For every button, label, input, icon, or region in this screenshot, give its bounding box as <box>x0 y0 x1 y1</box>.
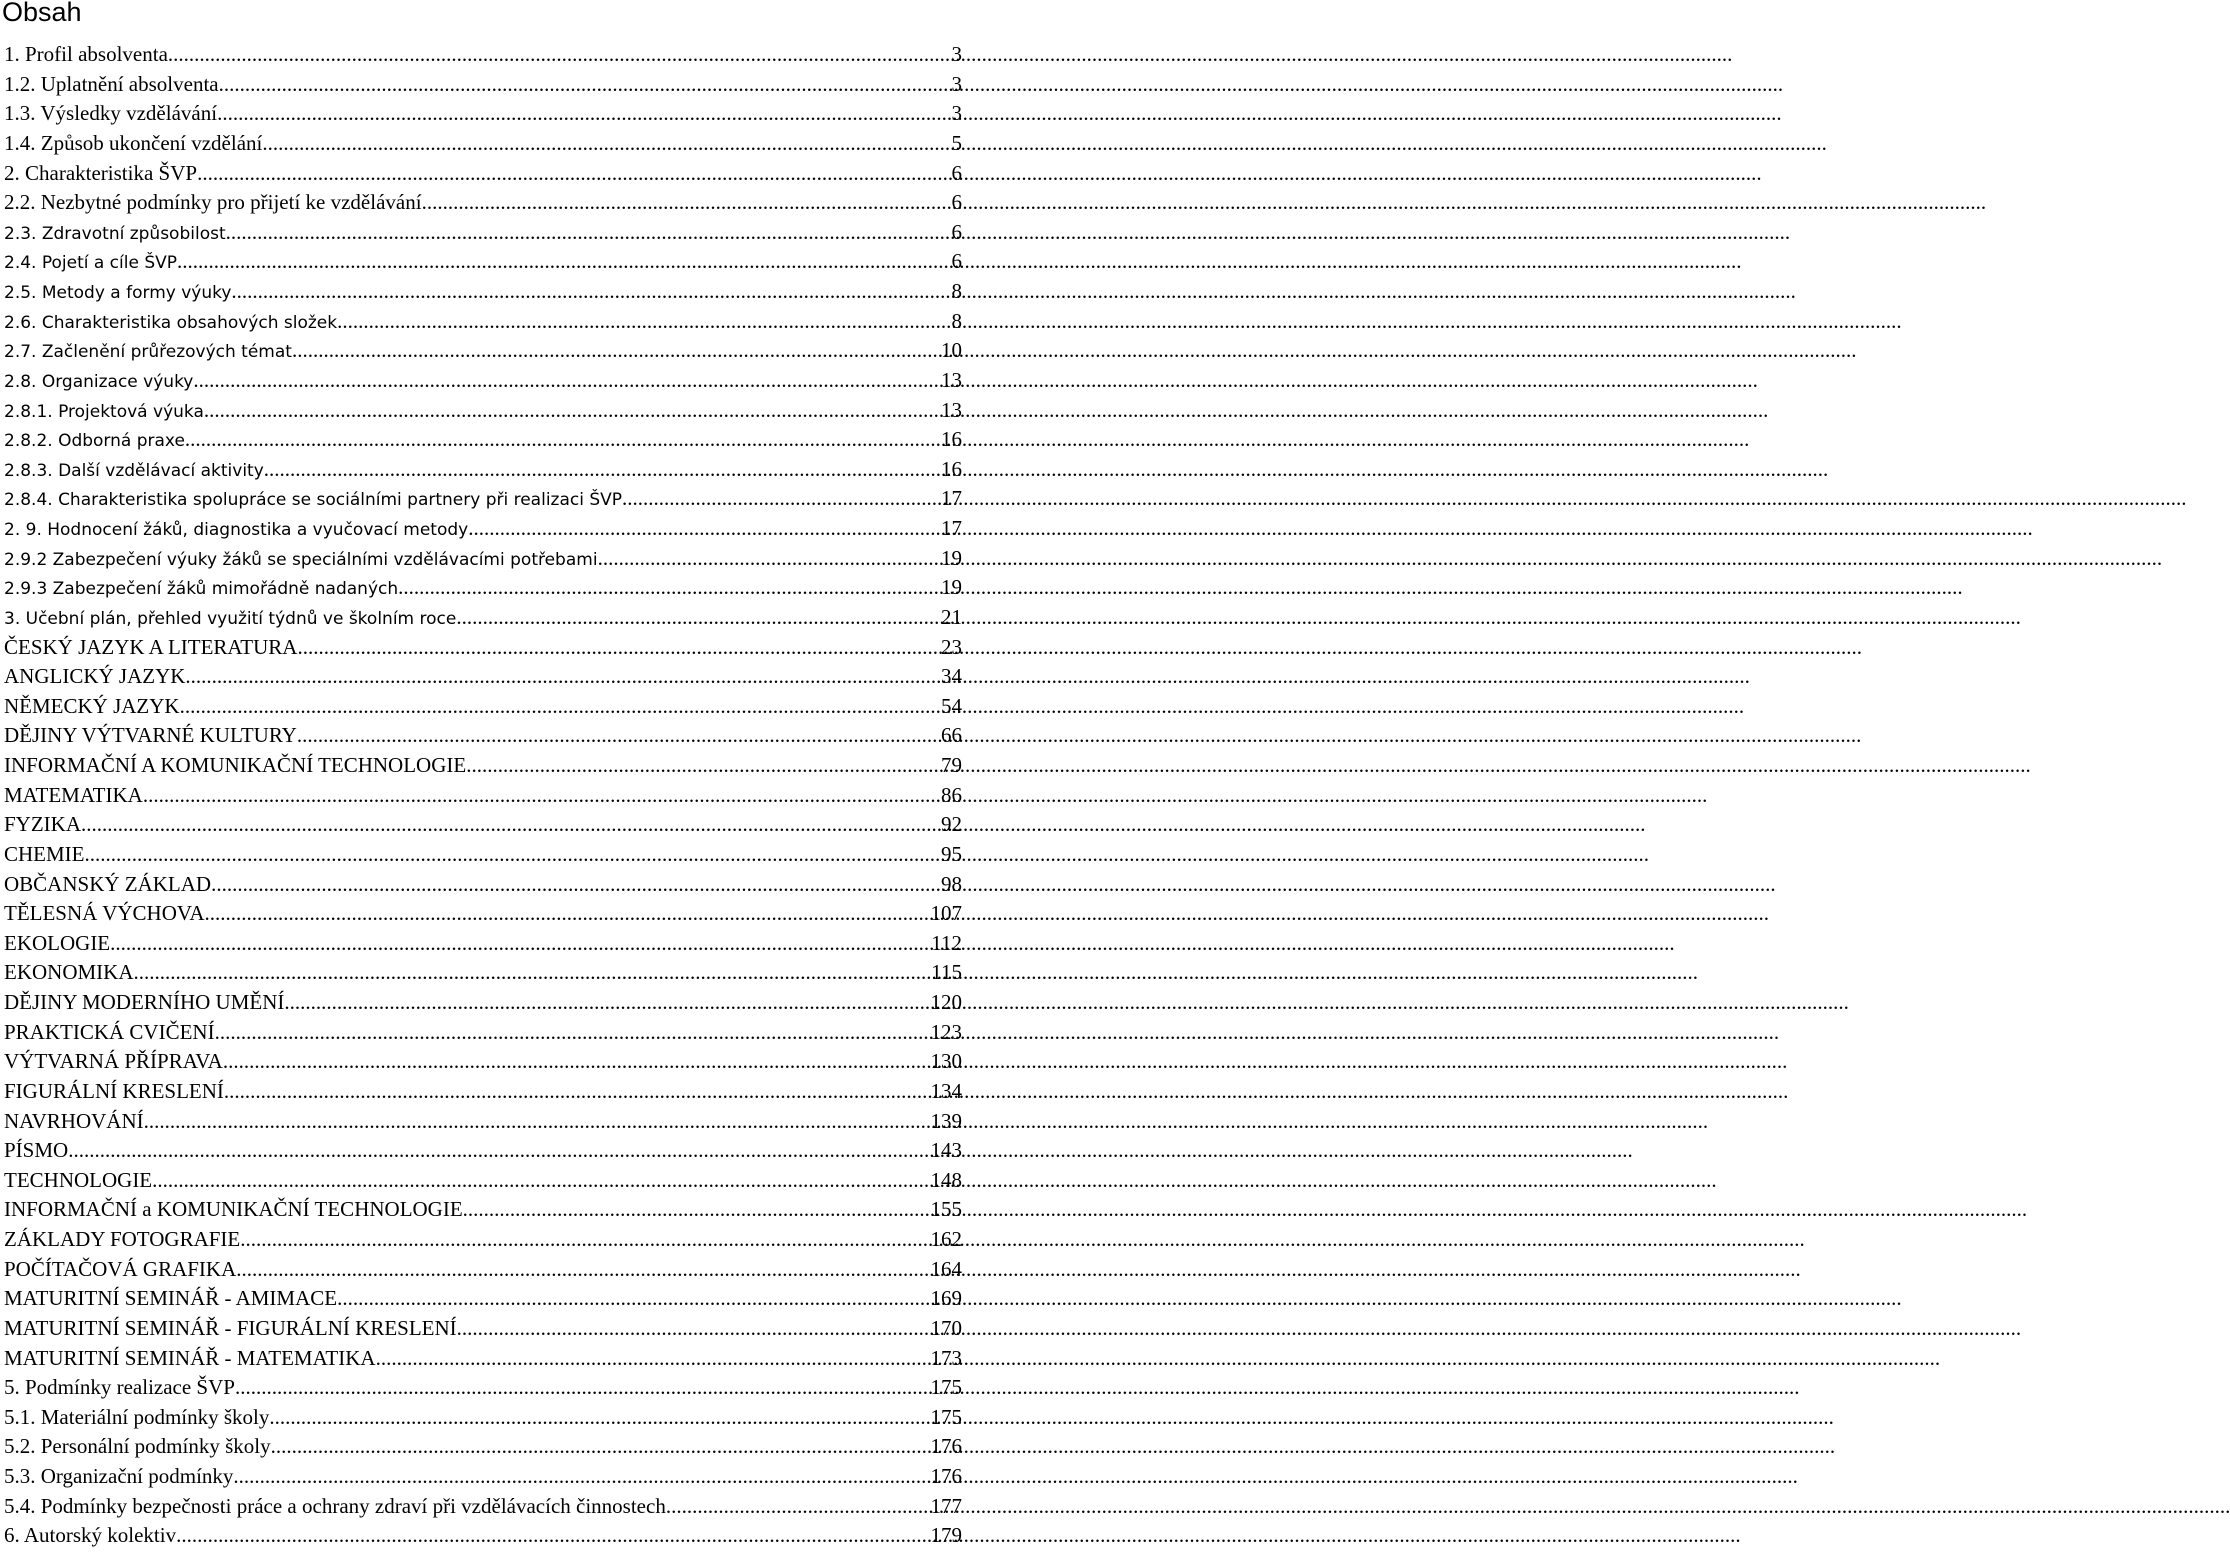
toc-dot-leader <box>217 99 951 129</box>
toc-entry-page-number: 10 <box>941 338 962 363</box>
toc-entry[interactable] <box>4 1521 962 1551</box>
toc-entry[interactable] <box>4 484 962 514</box>
toc-entry[interactable] <box>4 366 962 396</box>
toc-dot-leader <box>177 247 951 279</box>
toc-entry[interactable] <box>4 218 962 248</box>
toc-dot-leader <box>215 1018 931 1048</box>
toc-entry-page-number: 115 <box>931 960 962 985</box>
toc-entry-title: 2.3. Zdravotní způsobilost <box>4 223 226 244</box>
toc-entry[interactable] <box>4 40 962 70</box>
toc-entry-page-number: 3 <box>951 101 962 126</box>
toc-entry-page-number: 143 <box>930 1138 962 1163</box>
toc-dot-leader <box>223 1047 931 1077</box>
toc-entry-page-number: 130 <box>930 1049 962 1074</box>
toc-entry-title: 5. Podmínky realizace ŠVP <box>4 1375 235 1400</box>
toc-dot-leader <box>219 70 952 100</box>
toc-entry[interactable] <box>4 1284 962 1314</box>
toc-entry-title: ZÁKLADY FOTOGRAFIE <box>4 1227 241 1251</box>
toc-dot-leader <box>269 1403 930 1433</box>
toc-dot-leader <box>457 1314 931 1344</box>
toc-dot-leader <box>235 1373 931 1403</box>
toc-entry[interactable] <box>4 870 962 900</box>
toc-entry[interactable] <box>4 1047 962 1077</box>
toc-entry-title: 1.4. Způsob ukončení vzdělání <box>4 130 263 155</box>
toc-dot-leader <box>180 692 941 722</box>
toc-entry-page-number: 21 <box>941 604 962 629</box>
toc-dot-leader <box>110 929 931 959</box>
toc-entry-title: PÍSMO <box>4 1138 69 1163</box>
toc-entry[interactable] <box>4 929 962 959</box>
toc-entry[interactable] <box>4 751 962 781</box>
toc-dot-leader <box>197 159 951 189</box>
toc-dot-leader <box>297 633 941 663</box>
toc-entry-title: VÝTVARNÁ PŘÍPRAVA <box>4 1049 223 1074</box>
toc-entry-title: DĚJINY VÝTVARNÉ KULTURY <box>4 723 297 748</box>
toc-entry[interactable] <box>4 336 962 366</box>
toc-entry[interactable] <box>4 692 962 722</box>
toc-dot-leader <box>68 1136 930 1166</box>
toc-entry-title: 2. 9. Hodnocení žáků, diagnostika a vyučovací metody <box>4 520 469 540</box>
toc-dot-leader <box>264 455 941 487</box>
toc-entry[interactable] <box>4 988 962 1018</box>
toc-entry[interactable] <box>4 1462 962 1492</box>
toc-entry-title: 2.8. Organizace výuky <box>4 371 194 392</box>
toc-dot-leader <box>284 988 930 1018</box>
toc-entry-page-number: 139 <box>930 1108 962 1133</box>
toc-entry-title: 2. Charakteristika ŠVP <box>4 160 198 185</box>
toc-entry[interactable] <box>4 603 962 633</box>
toc-entry[interactable] <box>4 1432 962 1462</box>
toc-entry-page-number: 19 <box>941 545 962 570</box>
toc-entry[interactable] <box>4 1136 962 1166</box>
toc-dot-leader <box>204 396 941 428</box>
toc-entry-title: NAVRHOVÁNÍ <box>4 1108 144 1133</box>
toc-entry-page-number: 6 <box>951 249 962 274</box>
toc-entry-page-number: 13 <box>941 397 962 422</box>
toc-entry[interactable] <box>4 544 962 574</box>
toc-entry-title: TECHNOLOGIE <box>4 1167 153 1192</box>
toc-dot-leader <box>185 662 941 692</box>
toc-entry-title: 2.9.3 Zabezpečení žáků mimořádně nadaných <box>4 579 399 600</box>
toc-entry[interactable] <box>4 781 962 811</box>
toc-entry[interactable] <box>4 633 962 663</box>
toc-entry-page-number: 175 <box>930 1375 962 1400</box>
toc-entry-page-number: 173 <box>930 1345 962 1370</box>
toc-entry-page-number: 34 <box>941 664 962 689</box>
toc-entry-page-number: 175 <box>930 1404 962 1429</box>
toc-entry-page-number: 120 <box>930 990 962 1014</box>
toc-entry-page-number: 13 <box>941 367 962 392</box>
toc-dot-leader <box>271 1432 931 1462</box>
toc-entry-page-number: 169 <box>930 1286 962 1311</box>
toc-entry-page-number: 19 <box>941 575 962 600</box>
toc-entry-page-number: 98 <box>941 871 962 896</box>
toc-entry[interactable] <box>4 1373 962 1403</box>
toc-entry[interactable] <box>4 99 962 129</box>
toc-entry-title: 2.8.2. Odborná praxe <box>4 431 185 452</box>
toc-entry-page-number: 16 <box>941 456 962 481</box>
toc-dot-leader <box>226 218 952 250</box>
toc-dot-leader <box>240 1225 930 1255</box>
toc-dot-leader <box>168 40 952 70</box>
toc-dot-leader <box>297 721 941 751</box>
toc-entry-title: FIGURÁLNÍ KRESLENÍ <box>4 1078 224 1103</box>
page-title: Obsah <box>2 0 82 27</box>
toc-entry-title: MATEMATIKA <box>4 782 143 807</box>
toc-entry-page-number: 23 <box>941 634 962 659</box>
toc-dot-leader <box>466 751 941 781</box>
toc-entry-title: MATURITNÍ SEMINÁŘ - AMIMACE <box>4 1286 338 1311</box>
toc-dot-leader <box>176 1521 930 1551</box>
toc-dot-leader <box>143 781 941 811</box>
toc-entry[interactable] <box>4 1314 962 1344</box>
toc-entry-page-number: 79 <box>941 753 962 777</box>
toc-dot-leader <box>134 958 932 988</box>
toc-dot-leader <box>598 544 941 576</box>
toc-entry-page-number: 155 <box>930 1197 962 1222</box>
toc-entry[interactable] <box>4 1195 962 1225</box>
toc-entry-page-number: 3 <box>951 71 962 96</box>
toc-entry[interactable] <box>4 1344 962 1374</box>
toc-entry[interactable] <box>4 129 962 159</box>
toc-entry-page-number: 134 <box>930 1078 962 1103</box>
toc-entry-title: 1.3. Výsledky vzdělávání <box>4 101 218 126</box>
toc-dot-leader <box>81 810 941 840</box>
toc-entry-title: 2.5. Metody a formy výuky <box>4 283 232 303</box>
toc-entry-title: 3. Učební plán, přehled využití týdnů ve školním roce <box>4 608 457 629</box>
toc-dot-leader <box>376 1344 931 1374</box>
toc-entry-title: 6. Autorský kolektiv <box>4 1523 177 1548</box>
toc-entry-title: INFORMAČNÍ a KOMUNIKAČNÍ TECHNOLOGIE <box>4 1197 463 1222</box>
toc-entry[interactable] <box>4 1255 962 1285</box>
toc-entry[interactable] <box>4 1018 962 1048</box>
toc-entry-title: 2.6. Charakteristika obsahových složek <box>4 312 338 333</box>
toc-entry[interactable] <box>4 1107 962 1137</box>
toc-dot-leader <box>144 1107 931 1137</box>
toc-dot-leader <box>224 1077 931 1107</box>
toc-entry-title: PRAKTICKÁ CVIČENÍ <box>4 1019 215 1044</box>
toc-entry[interactable] <box>4 425 962 455</box>
toc-entry-page-number: 176 <box>930 1464 962 1488</box>
toc-entry-title: MATURITNÍ SEMINÁŘ - MATEMATIKA <box>4 1345 376 1370</box>
toc-entry[interactable] <box>4 721 962 751</box>
toc-dot-leader <box>185 425 941 457</box>
toc-dot-leader <box>85 840 942 870</box>
toc-entry-title: DĚJINY MODERNÍHO UMĚNÍ <box>4 990 285 1014</box>
toc-entry-title: 5.2. Personální podmínky školy <box>4 1434 271 1459</box>
toc-dot-leader <box>468 514 941 546</box>
toc-dot-leader <box>231 277 951 309</box>
toc-entry-title: NĚMECKÝ JAZYK <box>4 693 180 718</box>
toc-entry[interactable] <box>4 307 962 337</box>
toc-entry-title: 1. Profil absolventa <box>4 42 168 66</box>
toc-entry-page-number: 8 <box>951 308 962 333</box>
toc-entry-title: 5.1. Materiální podmínky školy <box>4 1404 270 1429</box>
toc-dot-leader <box>337 307 951 339</box>
toc-dot-leader <box>193 366 941 398</box>
toc-entry-page-number: 177 <box>930 1493 962 1518</box>
toc-entry[interactable] <box>4 840 962 870</box>
toc-entry-page-number: 17 <box>941 516 962 540</box>
toc-entry-title: OBČANSKÝ ZÁKLAD <box>4 871 212 896</box>
toc-entry-title: 2.7. Začlenění průřezových témat <box>4 342 292 363</box>
toc-entry-page-number: 92 <box>941 812 962 837</box>
toc-entry-page-number: 6 <box>951 190 962 215</box>
toc-dot-leader <box>211 870 941 900</box>
toc-entry-page-number: 95 <box>941 841 962 866</box>
toc-entry[interactable] <box>4 455 962 485</box>
toc-entry-page-number: 5 <box>951 130 962 155</box>
toc-entry[interactable] <box>4 159 962 189</box>
toc-entry-title: 2.2. Nezbytné podmínky pro přijetí ke vzdělávání <box>4 190 422 215</box>
toc-entry-title: INFORMAČNÍ A KOMUNIKAČNÍ TECHNOLOGIE <box>4 753 467 777</box>
toc-entry[interactable] <box>4 810 962 840</box>
toc-dot-leader <box>622 484 941 516</box>
toc-entry-page-number: 162 <box>930 1227 962 1251</box>
toc-entry-page-number: 148 <box>930 1167 962 1192</box>
toc-entry[interactable] <box>4 899 962 929</box>
toc-entry-title: MATURITNÍ SEMINÁŘ - FIGURÁLNÍ KRESLENÍ <box>4 1315 457 1340</box>
toc-entry-page-number: 3 <box>951 42 962 66</box>
toc-entry-page-number: 176 <box>930 1434 962 1459</box>
toc-entry-title: FYZIKA <box>4 812 81 837</box>
toc-dot-leader <box>262 129 951 159</box>
toc-entry-page-number: 123 <box>930 1019 962 1044</box>
toc-entry-page-number: 6 <box>951 219 962 244</box>
toc-entry[interactable] <box>4 1077 962 1107</box>
toc-entry-title: 5.4. Podmínky bezpečnosti práce a ochrany zdraví při vzdělávacích činnostech <box>4 1493 666 1518</box>
toc-entry-page-number: 179 <box>930 1523 962 1548</box>
toc-entry-title: 2.8.1. Projektová výuka <box>4 401 204 422</box>
toc-entry-page-number: 107 <box>930 901 962 926</box>
toc-entry-title: 2.8.3. Další vzdělávací aktivity <box>4 460 264 481</box>
toc-entry-page-number: 170 <box>930 1315 962 1340</box>
toc-dot-leader <box>233 1462 930 1492</box>
toc-dot-leader <box>337 1284 930 1314</box>
toc-entry-title: ČESKÝ JAZYK A LITERATURA <box>4 634 298 659</box>
table-of-contents <box>4 40 962 1551</box>
toc-entry[interactable] <box>4 188 962 218</box>
toc-entry-page-number: 86 <box>941 782 962 807</box>
toc-entry-title: CHEMIE <box>4 841 85 866</box>
toc-entry[interactable] <box>4 1166 962 1196</box>
toc-entry[interactable] <box>4 662 962 692</box>
toc-entry-title: 2.4. Pojetí a cíle ŠVP <box>4 253 178 274</box>
toc-dot-leader <box>456 603 941 635</box>
toc-entry-title: POČÍTAČOVÁ GRAFIKA <box>4 1256 237 1281</box>
toc-entry-title: 2.8.4. Charakteristika spolupráce se sociálními partnery při realizaci ŠVP <box>4 490 623 511</box>
toc-dot-leader <box>666 1492 931 1522</box>
toc-entry-page-number: 164 <box>930 1256 962 1281</box>
toc-entry[interactable] <box>4 1225 962 1255</box>
toc-dot-leader <box>398 573 941 605</box>
toc-dot-leader <box>152 1166 930 1196</box>
toc-dot-leader <box>463 1195 931 1225</box>
toc-dot-leader <box>236 1255 930 1285</box>
toc-entry[interactable] <box>4 247 962 277</box>
toc-entry-page-number: 66 <box>941 723 962 748</box>
toc-entry-page-number: 6 <box>951 160 962 185</box>
toc-entry-page-number: 17 <box>941 486 962 511</box>
toc-entry-title: 5.3. Organizační podmínky <box>4 1464 234 1488</box>
toc-entry-title: ANGLICKÝ JAZYK <box>4 664 186 689</box>
toc-entry-page-number: 8 <box>951 279 962 303</box>
toc-entry[interactable] <box>4 70 962 100</box>
toc-entry-title: TĚLESNÁ VÝCHOVA <box>4 901 205 926</box>
toc-dot-leader <box>204 899 930 929</box>
toc-entry-page-number: 54 <box>941 693 962 718</box>
toc-entry[interactable] <box>4 277 962 307</box>
toc-entry-page-number: 112 <box>931 930 962 955</box>
toc-dot-leader <box>422 188 952 218</box>
toc-entry-title: 1.2. Uplatnění absolventa <box>4 71 219 96</box>
toc-entry[interactable] <box>4 396 962 426</box>
toc-dot-leader <box>292 336 941 368</box>
toc-entry[interactable] <box>4 514 962 544</box>
toc-entry-page-number: 16 <box>941 427 962 452</box>
toc-entry[interactable] <box>4 573 962 603</box>
toc-entry[interactable] <box>4 958 962 988</box>
toc-entry-title: EKOLOGIE <box>4 930 111 955</box>
toc-entry-title: EKONOMIKA <box>4 960 134 985</box>
toc-entry[interactable] <box>4 1492 962 1522</box>
toc-entry[interactable] <box>4 1403 962 1433</box>
toc-entry-title: 2.9.2 Zabezpečení výuky žáků se speciálními vzdělávacími potřebami <box>4 549 598 570</box>
